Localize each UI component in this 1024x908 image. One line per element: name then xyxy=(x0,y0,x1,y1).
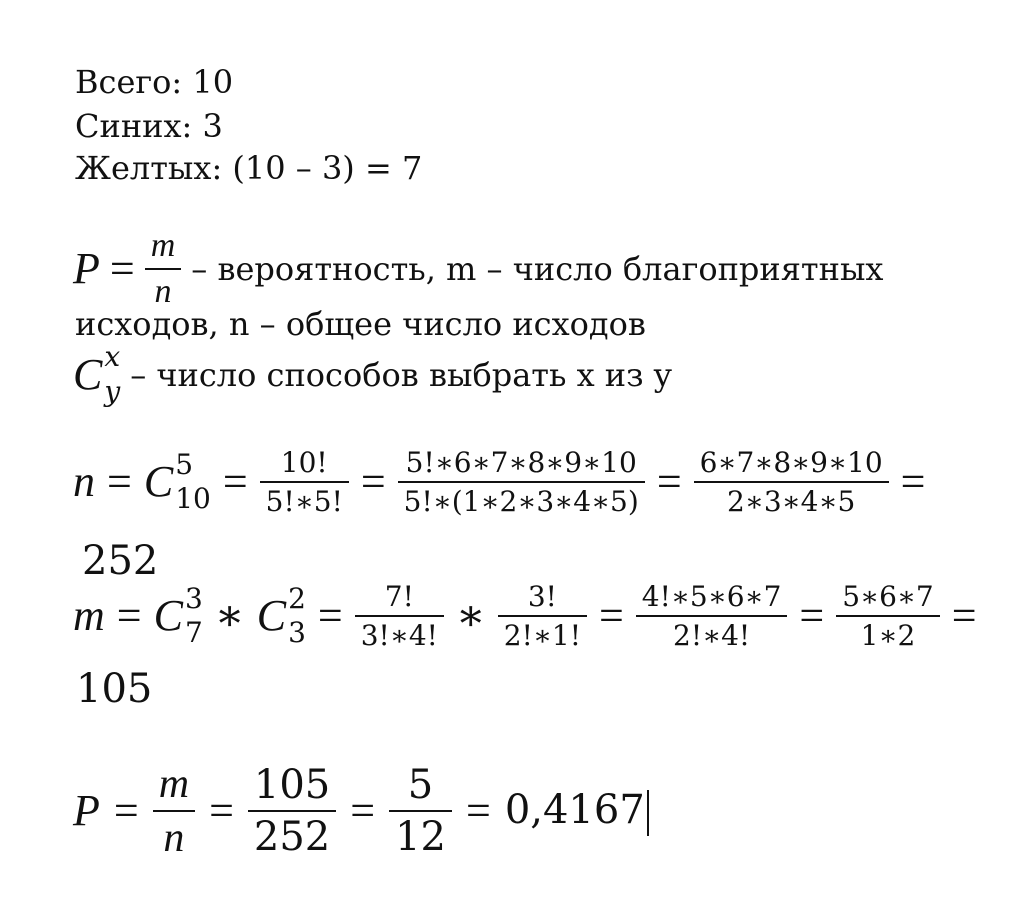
fraction-bar xyxy=(145,268,182,270)
fraction-numerator: 5!∗6∗7∗8∗9∗10 xyxy=(405,446,637,479)
c-superscript: 3 xyxy=(184,581,203,615)
fraction-bar xyxy=(694,481,889,483)
p-result[interactable] xyxy=(505,787,649,836)
combination-definition xyxy=(73,340,672,408)
fraction-denominator: 2!∗1! xyxy=(503,619,581,653)
combination-symbol xyxy=(73,340,121,408)
equals-sign: = xyxy=(360,457,386,507)
m-result: 105 xyxy=(76,666,153,712)
n-result: 252 xyxy=(82,538,159,584)
fraction-3 xyxy=(694,448,889,517)
p-calculation xyxy=(73,762,649,860)
equals-sign: = xyxy=(598,591,624,641)
fraction-denominator: 2!∗4! xyxy=(673,619,751,653)
total-line: Всего: 10 xyxy=(75,63,234,101)
fraction-bar xyxy=(636,615,788,617)
equals-sign: = xyxy=(951,591,977,641)
equals-sign: = xyxy=(656,457,682,507)
fraction-numerator: m xyxy=(158,761,190,807)
fraction-bar xyxy=(836,615,940,617)
fraction-numerator: 5 xyxy=(407,762,434,809)
equals-sign: = xyxy=(900,457,926,507)
fraction-denominator: n xyxy=(154,272,172,310)
m-over-n-fraction xyxy=(153,762,195,860)
equals-sign: = xyxy=(465,786,491,836)
fraction-denominator: 2∗3∗4∗5 xyxy=(726,485,856,519)
equals-sign: = xyxy=(317,591,343,641)
fraction-4 xyxy=(836,582,940,651)
fraction-numerator: 6∗7∗8∗9∗10 xyxy=(699,446,883,479)
fraction-bar xyxy=(248,810,336,812)
equals-sign: = xyxy=(799,591,825,641)
fraction-denominator: 5!∗(1∗2∗3∗4∗5) xyxy=(403,485,639,519)
fraction-bar xyxy=(498,615,587,617)
fraction-3 xyxy=(636,582,788,651)
fraction-denominator: 1∗2 xyxy=(860,619,916,653)
m-calculation xyxy=(73,582,977,651)
fraction-2 xyxy=(398,448,645,517)
text-cursor xyxy=(647,790,649,836)
n-calculation xyxy=(73,448,925,517)
equals-sign: = xyxy=(107,457,132,507)
c-letter: C xyxy=(256,591,287,641)
fraction-bar xyxy=(153,810,195,812)
c-letter: C xyxy=(73,349,103,399)
fraction-denominator: n xyxy=(163,815,185,862)
fraction-denominator: 12 xyxy=(395,814,446,861)
multiply-sign: ∗ xyxy=(214,591,245,641)
m-over-n-fraction xyxy=(145,228,182,309)
fraction-1 xyxy=(260,448,349,517)
c-letter: C xyxy=(153,591,183,641)
p-result-value: 0,4167 xyxy=(504,786,645,833)
fraction-denominator: 3!∗4! xyxy=(360,619,438,653)
fraction-bar xyxy=(355,615,444,617)
fraction-bar xyxy=(260,481,349,483)
fraction-numerator: 3! xyxy=(527,580,557,613)
c-scripts xyxy=(104,340,121,408)
fraction-2 xyxy=(498,582,587,651)
equals-sign: = xyxy=(222,457,248,507)
combination-10-5 xyxy=(143,447,211,516)
c-superscript: 2 xyxy=(288,581,306,615)
c-superscript: 5 xyxy=(175,447,194,481)
c-scripts xyxy=(175,447,211,516)
probability-description: – вероятность, m – число благоприятных xyxy=(191,249,884,288)
fraction-numerator: 10! xyxy=(280,446,328,479)
c-scripts xyxy=(288,581,306,650)
c-superscript: x xyxy=(104,340,121,373)
fraction-numerator: 5∗6∗7 xyxy=(842,580,934,613)
c-subscript: 3 xyxy=(288,616,306,650)
combination-description: – число способов выбрать x из y xyxy=(130,355,672,394)
equals-sign: = xyxy=(350,786,376,836)
n-symbol: n xyxy=(73,457,95,507)
fraction-denominator: 252 xyxy=(253,814,331,861)
fraction-numerator: 105 xyxy=(253,762,331,809)
yellow-line: Желтых: (10 – 3) = 7 xyxy=(75,149,423,187)
c-scripts xyxy=(184,581,203,650)
c-letter: C xyxy=(143,457,174,507)
fraction-1 xyxy=(355,582,444,651)
fraction-numerator: 4!∗5∗6∗7 xyxy=(641,580,782,613)
equals-sign: = xyxy=(113,786,139,836)
p-symbol: P xyxy=(73,786,100,836)
probability-description-cont: исходов, n – общее число исходов xyxy=(75,305,646,343)
equals-sign: = xyxy=(109,243,135,293)
blue-line: Синих: 3 xyxy=(75,107,223,145)
fraction-5-12 xyxy=(389,762,452,861)
equals-sign: = xyxy=(209,786,234,836)
multiply-sign: ∗ xyxy=(455,591,486,641)
equals-sign: = xyxy=(116,591,142,641)
p-symbol: P xyxy=(73,243,100,293)
m-symbol: m xyxy=(73,591,105,641)
fraction-105-252 xyxy=(248,762,336,861)
fraction-numerator: m xyxy=(150,227,176,264)
fraction-denominator: 5!∗5! xyxy=(265,485,343,519)
probability-definition xyxy=(73,228,883,309)
c-subscript: 10 xyxy=(175,482,211,516)
fraction-bar xyxy=(398,481,645,483)
c-subscript: 7 xyxy=(184,616,203,650)
fraction-bar xyxy=(389,810,452,812)
combination-7-3 xyxy=(153,581,203,650)
combination-3-2 xyxy=(256,581,306,650)
fraction-numerator: 7! xyxy=(384,580,414,613)
c-subscript: y xyxy=(104,374,121,408)
